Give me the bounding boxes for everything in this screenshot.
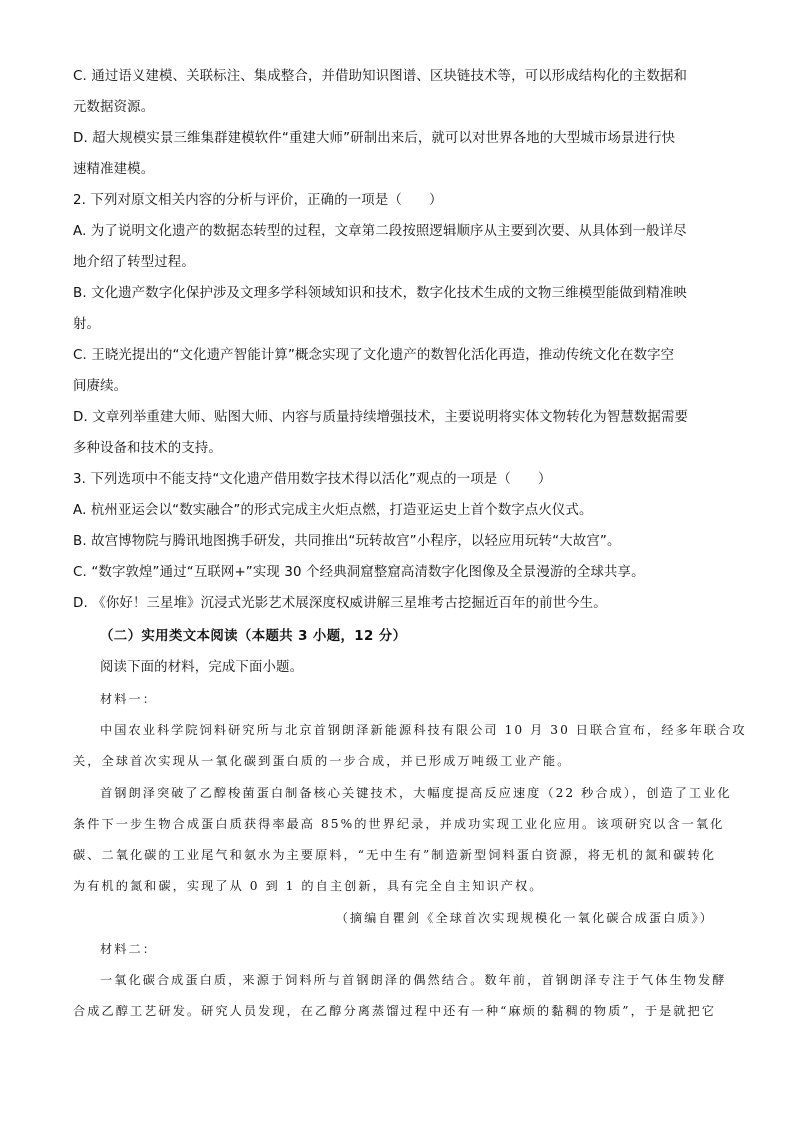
material-2-label: 材料二： [100, 942, 157, 956]
material-1-label: 材料一： [100, 692, 157, 706]
section-title: （二）实用类文本阅读（本题共 3 小题，12 分） [100, 629, 407, 644]
option-d-line-2: 速精准建模。 [73, 162, 155, 177]
material-1-paragraph: 为有机的氮和碳，实现了从 0 到 1 的自主创新，具有完全自主知识产权。 [73, 879, 544, 893]
q2-option-a-line-1: A. 为了说明文化遗产的数据态转型的过程，文章第二段按照逻辑顺序从主要到次要、从具体到一般详尽 [73, 224, 687, 239]
material-1-paragraph: 中国农业科学院饲料研究所与北京首钢朗泽新能源科技有限公司 10 月 30 日联合宣布，经多年联合攻 [100, 723, 747, 737]
q3-option-d: D. 《你好！三星堆》沉浸式光影艺术展深度权威讲解三星堆考古挖掘近百年的前世今生。 [73, 596, 607, 611]
material-2-paragraph: 合成乙醇工艺研发。研究人员发现，在乙醇分离蒸馏过程中还有一种“麻烦的黏稠的物质”，于是就把它 [73, 1004, 717, 1018]
q2-option-a-line-2: 地介绍了转型过程。 [73, 255, 195, 270]
reading-instruction: 阅读下面的材料，完成下面小题。 [100, 660, 304, 675]
q2-option-b-line-2: 射。 [73, 317, 101, 332]
q2-option-c-line-2: 间赓续。 [73, 379, 128, 394]
material-1-paragraph: 碳、二氧化碳的工业尾气和氨水为主要原料，“无中生有”制造新型饲料蛋白资源，将无机的氮和碳转化 [73, 848, 717, 862]
question-2: 2. 下列对原文相关内容的分析与评价，正确的一项是（ ） [73, 193, 443, 208]
material-1-paragraph: 条件下一步生物合成蛋白质获得率最高 85%的世界纪录，并成功实现工业化应用。该项研究以含一氧化 [73, 817, 725, 831]
question-3: 3. 下列选项中不能支持“文化遗产借用数字技术得以活化”观点的一项是（ ） [73, 472, 552, 487]
q3-option-c: C. “数字敦煌”通过“互联网+”实现 30 个经典洞窟整窟高清数字化图像及全景漫游的全球共享。 [73, 565, 645, 580]
material-1-source: （摘编自瞿剑《全球首次实现规模化一氧化碳合成蛋白质》） [335, 911, 714, 925]
material-2-paragraph: 一氧化碳合成蛋白质，来源于饲料所与首钢朗泽的偶然结合。数年前，首钢朗泽专注于气体生物发酵 [100, 973, 727, 987]
q3-option-a: A. 杭州亚运会以“数实融合”的形式完成主火炬点燃，打造亚运史上首个数字点火仪式。 [73, 503, 593, 518]
material-1-paragraph: 关，全球首次实现从一氧化碳到蛋白质的一步合成，并已形成万吨级工业产能。 [73, 754, 572, 768]
option-d-line-1: D. 超大规模实景三维集群建模软件“重建大师”研制出来后，就可以对世界各地的大型城市场景进行快 [73, 131, 676, 146]
option-c-line-1: C. 通过语义建模、关联标注、集成整合，并借助知识图谱、区块链技术等，可以形成结构化的主数据和 [73, 69, 688, 84]
material-1-paragraph: 首钢朗泽突破了乙醇梭菌蛋白制备核心关键技术，大幅度提高反应速度（22 秒合成），创造了工业化 [100, 786, 732, 800]
q2-option-c-line-1: C. 王晓光提出的“文化遗产智能计算”概念实现了文化遗产的数智化活化再造，推动传统文化在数字空 [73, 348, 675, 363]
q2-option-d-line-2: 多种设备和技术的支持。 [73, 441, 222, 456]
q2-option-b-line-1: B. 文化遗产数字化保护涉及文理多学科领域知识和技术，数字化技术生成的文物三维模型能做到精准映 [73, 286, 687, 301]
q2-option-d-line-1: D. 文章列举重建大师、贴图大师、内容与质量持续增强技术，主要说明将实体文物转化为智慧数据需要 [73, 410, 689, 425]
option-c-line-2: 元数据资源。 [73, 100, 155, 115]
q3-option-b: B. 故宫博物院与腾讯地图携手研发，共同推出“玩转故宫”小程序，以轻应用玩转“大故宫”。 [73, 534, 621, 549]
